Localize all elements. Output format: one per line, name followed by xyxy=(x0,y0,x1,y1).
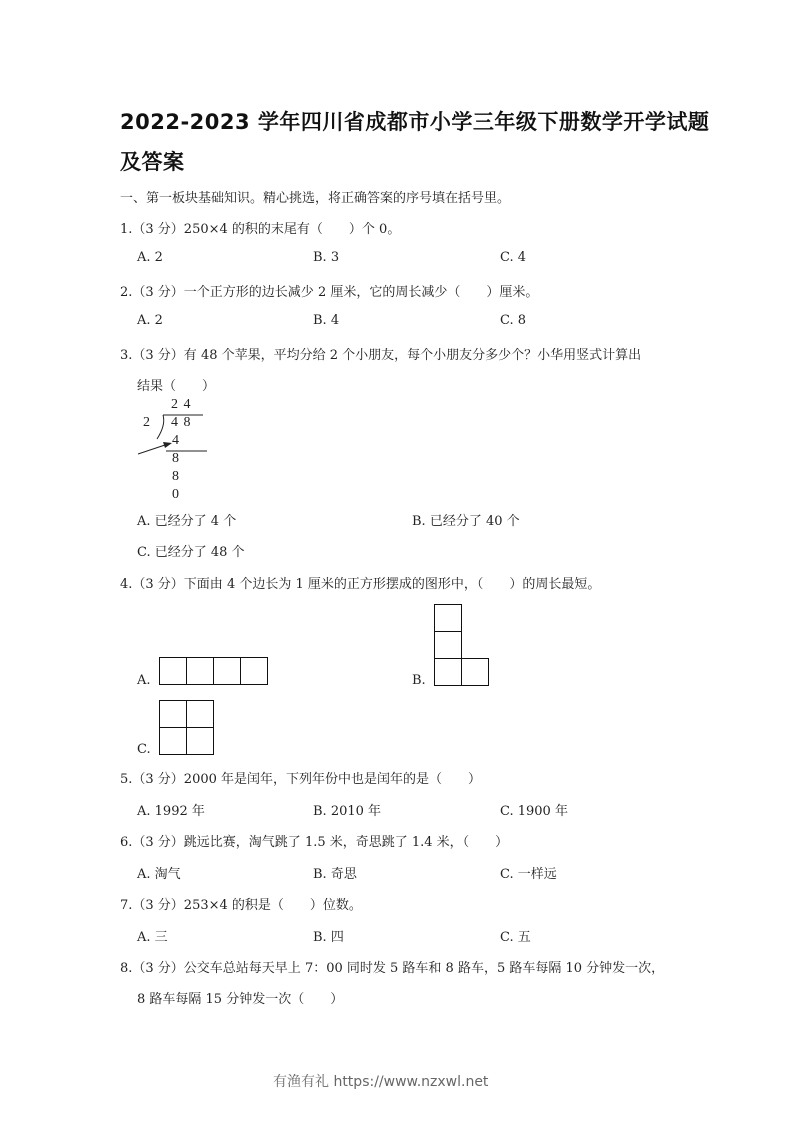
question-7-text: 7.（3 分）253×4 的积是（ ）位数。 xyxy=(120,898,362,913)
document-title-line1: 2022-2023 学年四川省成都市小学三年级下册数学开学试题 xyxy=(120,110,710,134)
question-4-option-a[interactable]: A. xyxy=(137,673,151,688)
question-5-option-b[interactable]: B. 2010 年 xyxy=(313,804,382,819)
question-7-option-b[interactable]: B. 四 xyxy=(313,930,344,945)
division-quotient: 2 4 xyxy=(171,397,192,412)
division-remainder: 0 xyxy=(172,487,179,502)
division-dividend: 4 8 xyxy=(171,415,192,430)
question-4-option-c[interactable]: C. xyxy=(137,742,151,757)
question-4-text: 4.（3 分）下面由 4 个边长为 1 厘米的正方形摆成的图形中，（ ）的周长最短。 xyxy=(120,577,601,592)
question-6-option-a[interactable]: A. 淘气 xyxy=(137,867,181,882)
question-3-text-line2: 结果（ ） xyxy=(137,379,216,394)
division-divisor: 2 xyxy=(143,415,150,430)
question-1-option-c[interactable]: C. 4 xyxy=(500,250,527,265)
division-step2: 8 xyxy=(172,451,179,466)
question-8-text-line2: 8 路车每隔 15 分钟发一次（ ） xyxy=(137,992,344,1007)
question-2-text: 2.（3 分）一个正方形的边长减少 2 厘米，它的周长减少（ ）厘米。 xyxy=(120,285,539,300)
question-1-text: 1.（3 分）250×4 的积的末尾有（ ）个 0。 xyxy=(120,222,401,237)
question-3-option-c[interactable]: C. 已经分了 48 个 xyxy=(137,545,245,560)
division-step1: 4 xyxy=(172,433,179,448)
question-3-text-line1: 3.（3 分）有 48 个苹果，平均分给 2 个小朋友，每个小朋友分多少个？小华用竖式计算出 xyxy=(120,348,642,363)
question-5-option-a[interactable]: A. 1992 年 xyxy=(137,804,205,819)
footer-watermark: 有渔有礼 https://www.nzxwl.net xyxy=(273,1074,489,1090)
question-2-option-a[interactable]: A. 2 xyxy=(137,313,163,328)
question-2-option-b[interactable]: B. 4 xyxy=(313,313,340,328)
section-heading: 一、第一板块基础知识。精心挑选，将正确答案的序号填在括号里。 xyxy=(120,191,511,206)
question-8-text-line1: 8.（3 分）公交车总站每天早上 7：00 同时发 5 路车和 8 路车，5 路车每隔 10 分钟发一次， xyxy=(120,961,665,976)
question-1-option-b[interactable]: B. 3 xyxy=(313,250,340,265)
question-2-option-c[interactable]: C. 8 xyxy=(500,313,527,328)
question-3-option-b[interactable]: B. 已经分了 40 个 xyxy=(412,514,520,529)
document-title-line2: 及答案 xyxy=(120,150,185,174)
question-6-option-c[interactable]: C. 一样远 xyxy=(500,867,557,882)
question-5-text: 5.（3 分）2000 年是闰年，下列年份中也是闰年的是（ ） xyxy=(120,772,482,787)
question-7-option-c[interactable]: C. 五 xyxy=(500,930,531,945)
question-5-option-c[interactable]: C. 1900 年 xyxy=(500,804,568,819)
long-division-figure xyxy=(130,395,250,505)
question-6-text: 6.（3 分）跳远比赛，淘气跳了 1.5 米，奇思跳了 1.4 米，（ ） xyxy=(120,835,509,850)
division-step3: 8 xyxy=(172,469,179,484)
question-6-option-b[interactable]: B. 奇思 xyxy=(313,867,357,882)
division-lines-icon xyxy=(130,395,250,505)
question-3-option-a[interactable]: A. 已经分了 4 个 xyxy=(137,514,237,529)
question-4-option-b[interactable]: B. xyxy=(412,673,426,688)
question-7-option-a[interactable]: A. 三 xyxy=(137,930,168,945)
question-1-option-a[interactable]: A. 2 xyxy=(137,250,163,265)
